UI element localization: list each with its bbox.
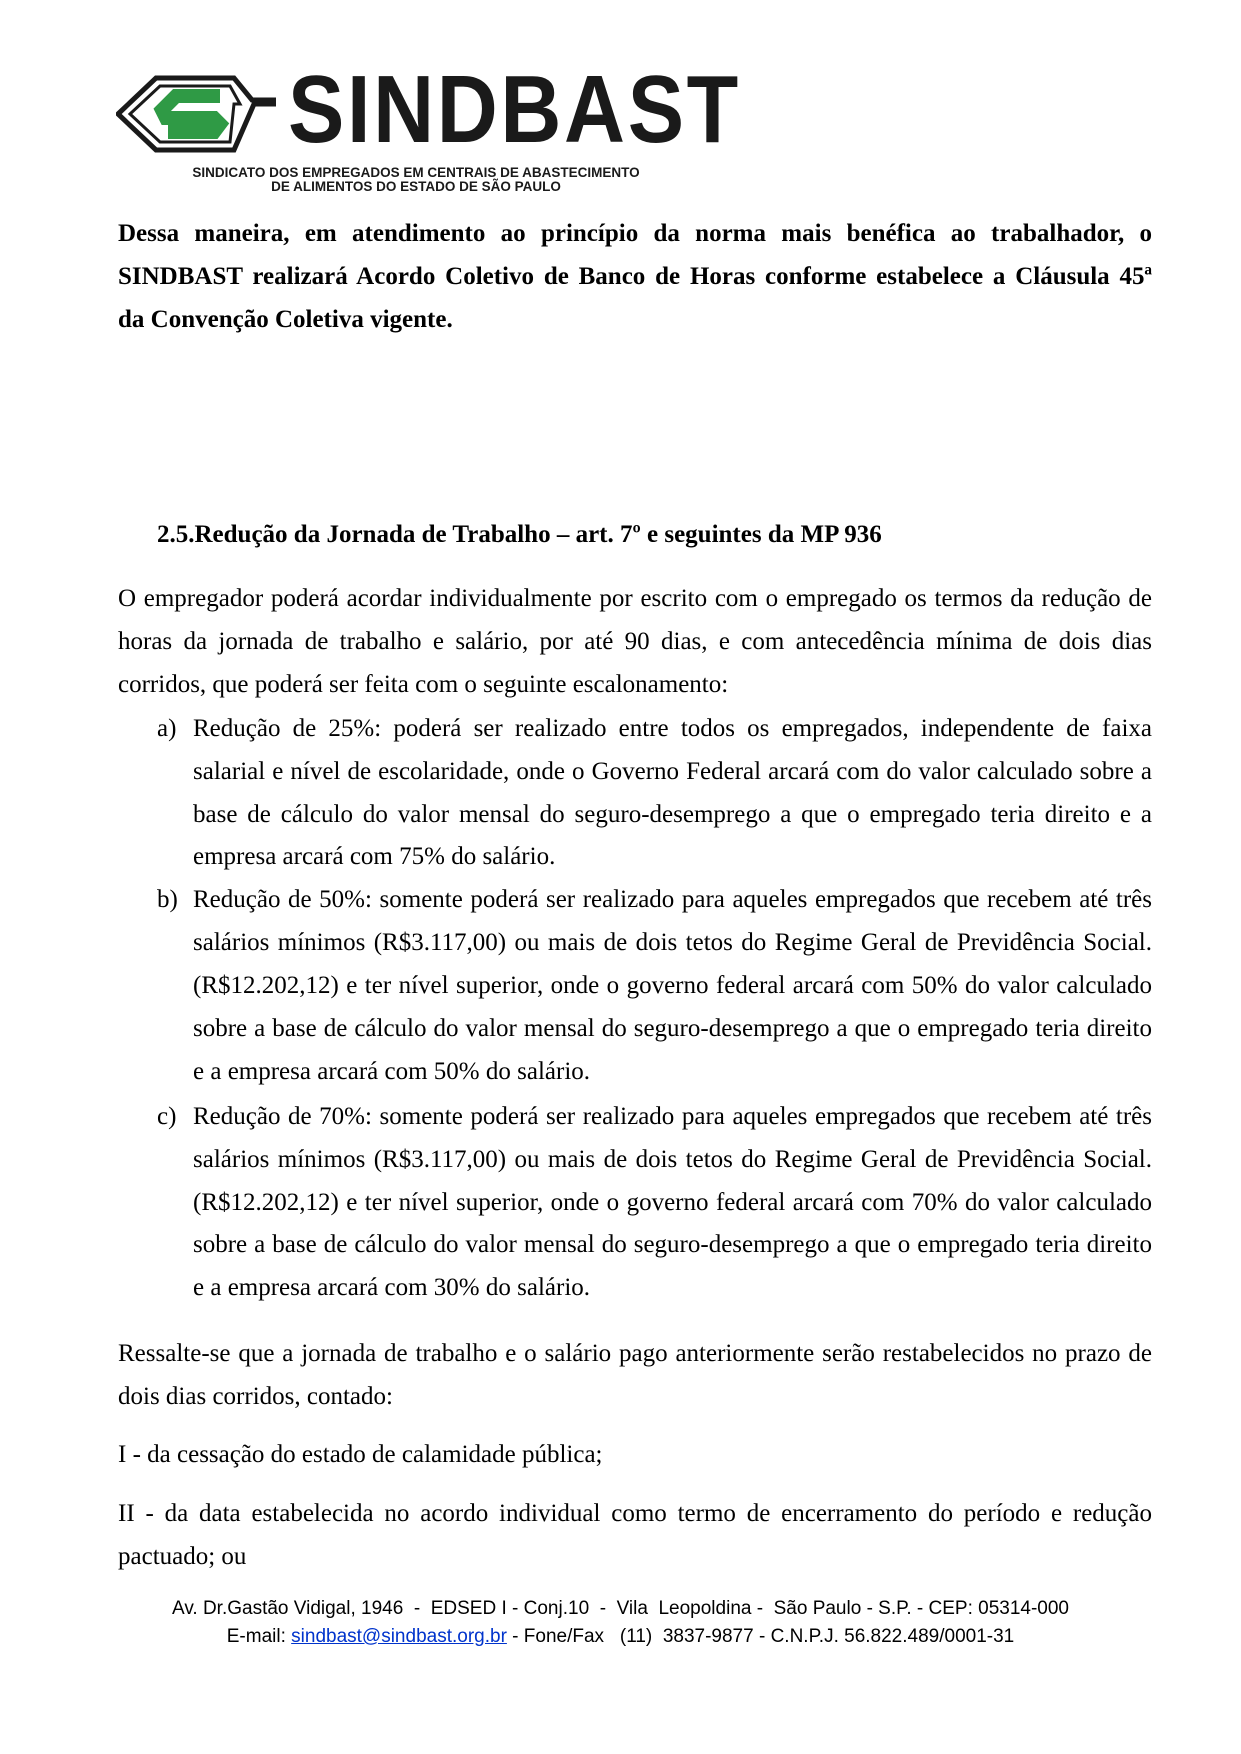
footer-address: Av. Dr.Gastão Vidigal, 1946 - EDSED I - Conj.10 - Vila Leopoldina - São Paulo - S.P. - CEP: 05314-000	[171, 1598, 1070, 1619]
email-label: E-mail:	[226, 1626, 292, 1647]
logo-subtitle-line: DE ALIMENTOS DO ESTADO DE SÃO PAULO	[271, 179, 561, 194]
paragraph-line: SINDBAST realizará Acordo Coletivo de Banco de Horas conforme estabelece a Cláusula 45ª	[118, 263, 1152, 290]
list-item-line: Redução de 70%: somente poderá ser realizado para aqueles empregados que recebem até três	[193, 1103, 1152, 1130]
clause-i: I - da cessação do estado de calamidade pública;	[118, 1441, 603, 1468]
phone-cnpj: - Fone/Fax (11) 3837-9877 - C.N.P.J. 56.822.489/0001-31	[506, 1626, 1015, 1647]
list-item-line: Redução de 50%: somente poderá ser realizado para aqueles empregados que recebem até três	[193, 886, 1152, 913]
footer-contact	[0, 1625, 1241, 1649]
logo-subtitle-line: SINDICATO DOS EMPREGADOS EM CENTRAIS DE ABASTECIMENTO	[192, 165, 640, 180]
list-item-line: empresa arcará com 75% do salário.	[193, 843, 556, 870]
list-item-line: base de cálculo do valor mensal do seguro-desemprego a que o empregado teria direito e a	[193, 801, 1152, 828]
email-link[interactable]: sindbast@sindbast.org.br	[291, 1626, 507, 1647]
list-item-label: a)	[157, 715, 177, 742]
list-item-line: (R$12.202,12) e ter nível superior, onde o governo federal arcará com 70% do valor calculado	[193, 1189, 1152, 1216]
logo-wordmark: SINDBAST	[288, 56, 741, 163]
list-item-label: b)	[157, 886, 178, 913]
paragraph-line: O empregador poderá acordar individualmente por escrito com o empregado os termos da redução de	[118, 585, 1152, 612]
list-item-line: sobre a base de cálculo do valor mensal do seguro-desemprego a que o empregado teria direito	[193, 1231, 1152, 1258]
list-item-line: e a empresa arcará com 50% do salário.	[193, 1058, 591, 1085]
list-item-line: sobre a base de cálculo do valor mensal do seguro-desemprego a que o empregado teria direito	[193, 1015, 1152, 1042]
list-item-line: salários mínimos (R$3.117,00) ou mais de dois tetos do Regime Geral de Previdência Social.	[193, 1146, 1152, 1173]
paragraph-line: da Convenção Coletiva vigente.	[118, 306, 453, 333]
paragraph-line: II - da data estabelecida no acordo individual como termo de encerramento do período e redução	[118, 1500, 1152, 1527]
sindbast-logo	[112, 56, 741, 198]
sindbast-s-emblem-icon	[116, 74, 276, 154]
section-heading: 2.5.Redução da Jornada de Trabalho – art. 7º e seguintes da MP 936	[157, 521, 882, 548]
paragraph-line: Ressalte-se que a jornada de trabalho e o salário pago anteriormente serão restabelecidos no prazo de	[118, 1340, 1152, 1367]
list-item-label: c)	[157, 1103, 177, 1130]
list-item-line: salarial e nível de escolaridade, onde o Governo Federal arcará com do valor calculado sobre a	[193, 758, 1152, 785]
paragraph-line: pactuado; ou	[118, 1543, 247, 1570]
list-item-line: (R$12.202,12) e ter nível superior, onde o governo federal arcará com 50% do valor calculado	[193, 972, 1152, 999]
list-item-line: e a empresa arcará com 30% do salário.	[193, 1274, 591, 1301]
list-item-line: salários mínimos (R$3.117,00) ou mais de dois tetos do Regime Geral de Previdência Social.	[193, 929, 1152, 956]
list-item-line: Redução de 25%: poderá ser realizado entre todos os empregados, independente de faixa	[193, 715, 1152, 742]
paragraph-line: Dessa maneira, em atendimento ao princípio da norma mais benéfica ao trabalhador, o	[118, 220, 1152, 247]
paragraph-line: horas da jornada de trabalho e salário, por até 90 dias, e com antecedência mínima de dois dias	[118, 628, 1152, 655]
paragraph-line: corridos, que poderá ser feita com o seguinte escalonamento:	[118, 671, 729, 698]
paragraph-line: dois dias corridos, contado:	[118, 1383, 393, 1410]
